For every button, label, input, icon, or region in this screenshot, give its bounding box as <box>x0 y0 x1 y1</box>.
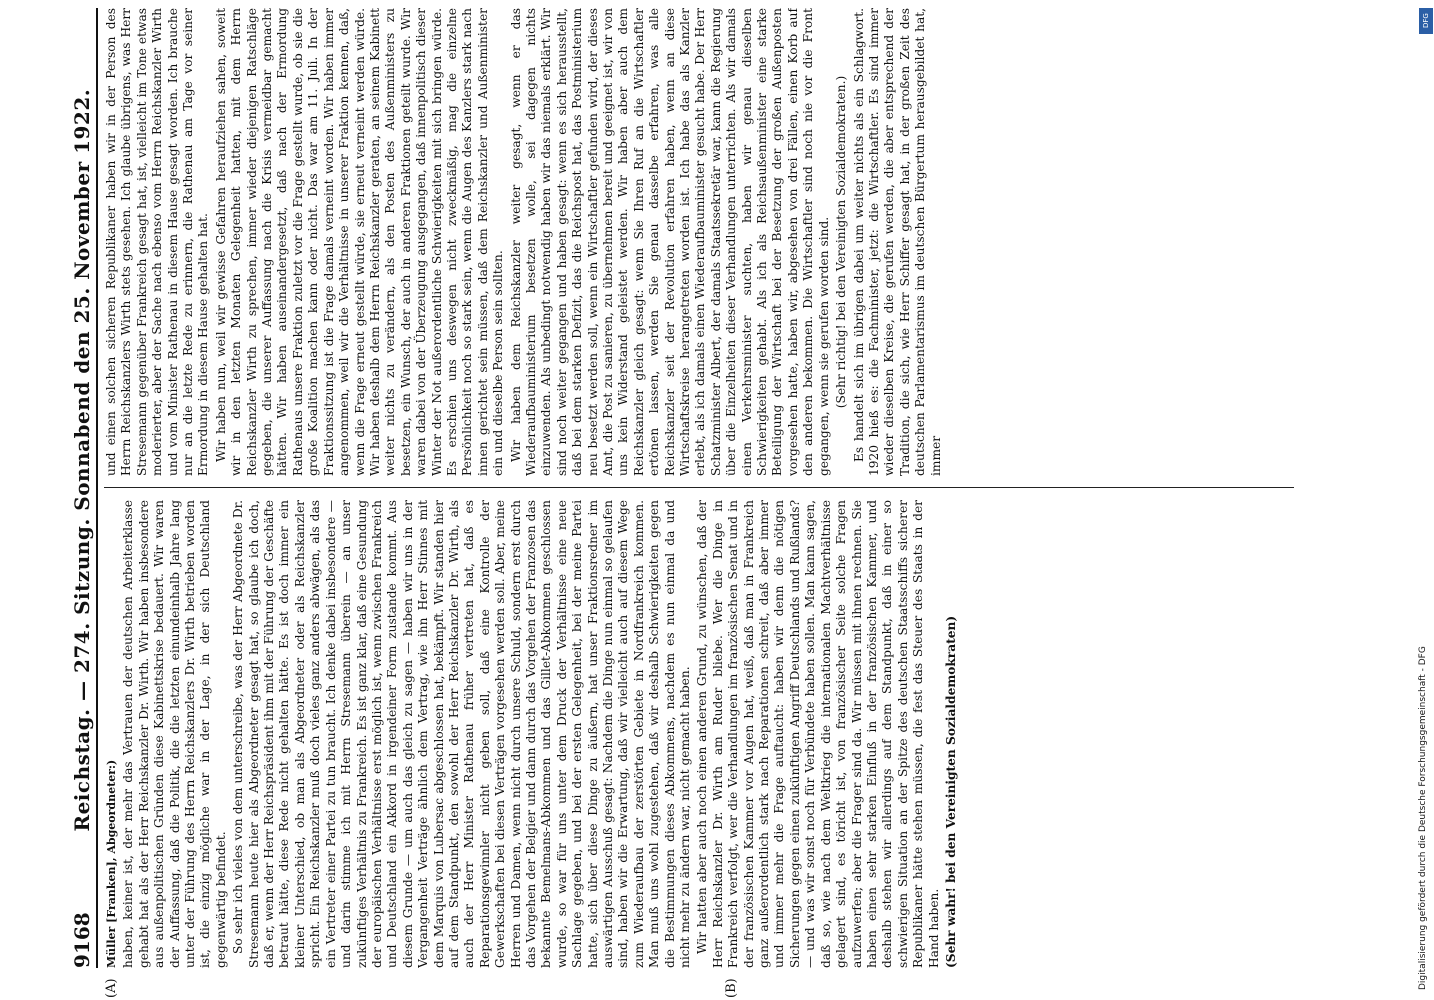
paragraph: Wir haben nun, weil wir gewisse Gefahren heraufziehen sahen, soweit wir in den letzten Monaten Gelegenheit hatten, mit dem Herrn Reichskanzler Wirth zu sprechen, immer wieder diejenigen Ratschläge gegeben, die unserer Auffassung nach die Krisis vermeidbar gemacht hätten. Wir haben auseinandergesetzt, daß nach der Ermordung Rathenaus unsere Fraktion zuletzt vor die Frage gestellt wurde, ob sie die große Koalition machen kann oder nicht. Das war am 11. Juli. In der Fraktionssitzung ist die Frage damals verneint worden. Wir haben immer angenommen, weil wir die Verhältnisse in unserer Fraktion kennen, daß, wenn die Frage erneut gestellt würde, sie erneut verneint werden würde. Wir haben deshalb dem Herrn Reichskanzler geraten, an seinem Kabinett weiter nichts zu verändern, als den Posten des Außenministers zu besetzen, ein Wunsch, der auch in anderen Fraktionen geteilt wurde. Wir waren dabei von der Überzeugung ausgegangen, daß innenpolitisch dieser Winter der Not außerordentliche Schwierigkeiten mit sich bringen würde. Es erschien uns deswegen nicht zweckmäßig, mag die einzelne Persönlichkeit noch so stark sein, wenn die Augen des Kanzlers stark nach innen gerichtet sein müssen, daß dem Reichskanzler und Außenminister ein und dieselbe Person sein sollten. <box>213 8 506 476</box>
paragraph: Wir haben dem Reichskanzler weiter gesagt, wenn er das Wiederaufbauministerium besetzen wolle, sei dagegen nichts einzuwenden. Als unbedingt notwendig haben wir das niemals erklärt. Wir sind noch weiter gegangen und haben gesagt: wenn es sich herausstellt, daß bei dem starken Defizit, das die Reichspost hat, das Postministerium neu besetzt werden soll, wenn ein Wirtschaftler gefunden wird, der dieses Amt, die Post zu sanieren, zu übernehmen bereit und geeignet ist, wir von uns kein Widerstand geleistet werden. Wir haben aber auch dem Reichskanzler gleich gesagt: wenn Sie Ihren Ruf an die Wirtschaftler ertönen lassen, werden Sie genau dasselbe erfahren, was alle Reichskanzler seit der Revolution erfahren haben, wenn an diese Wirtschaftskreise herangetreten worden ist. Ich habe das als Kanzler erlebt, als ich damals einen Wiederaufbauminister gesucht habe. Der Herr Schatzminister Albert, der damals Staatssekretär war, kann die Regierung über die Einzelheiten dieser Verhandlungen unterrichten. Als wir damals einen Verkehrsminister suchten, haben wir genau dieselben Schwierigkeiten gehabt. Als ich als Reichsaußenminister eine starke Beteiligung der Wirtschaft bei der Besetzung der großen Außenposten vorgesehen hatte, haben wir, abgesehen von drei Fällen, einen Korb auf den anderen bekommen. Die Wirtschaftler sind noch nie vor die Front gegangen, wenn sie gerufen worden sind. <box>508 8 831 476</box>
paragraph: haben, keiner ist, der mehr das Vertrauen der deutschen Arbeiterklasse gehabt hat als der Herr Reichskanzler Dr. Wirth. Wir haben insbesondere aus außenpolitischen Gründen diese Kabinettskrise bedauert. Wir waren der Auffassung, daß die Politik, die die letzten einundeinhalb Jahre lang unter der Führung des Herrn Reichskanzlers Dr. Wirth betrieben worden ist, die einzig mögliche war in der Lage, in der sich Deutschland gegenwärtig befindet. <box>121 500 228 968</box>
rotated-page <box>64 8 1354 998</box>
interjection: (Sehr richtig! bei den Vereinigten Sozialdemokraten.) <box>834 75 849 409</box>
page-number: 9168 <box>70 912 94 968</box>
right-column <box>104 8 1294 476</box>
margin-marker-a: (A) <box>104 978 119 998</box>
page-header <box>64 8 98 968</box>
interjection: (Sehr wahr! bei den Vereinigten Sozialdemokraten) <box>943 615 958 968</box>
paragraph: So sehr ich vieles von dem unterschreibe, was der Herr Abgeordnete Dr. Stresemann heute hier als Abgeordneter gesagt hat, so glaube ich doch, daß er, wenn der Herr Reichspräsident ihm mit der Führung der Geschäfte betraut hätte, diese Rede nicht gehalten hätte. Es ist doch immer ein kleiner Unterschied, ob man als Abgeordneter oder als Reichskanzler spricht. Ein Reichskanzler muß doch vieles ganz anders abwägen, als das ein Vertreter einer Partei zu tun braucht. Ich denke dabei insbesondere — und darin stimme ich mit Herrn Stresemann überein — an unser zukünftiges Verhältnis zu Frankreich. Es ist ganz klar, daß eine Gesundung der europäischen Verhältnisse erst möglich ist, wenn zwischen Frankreich und Deutschland ein Akkord in irgendeiner Form zustande kommt. Aus diesem Grunde — um auch das gleich zu sagen — haben wir uns in der Vergangenheit Verträge ähnlich dem Vertrag, wie ihn Herr Stinnes mit dem Marquis von Lubersac abgeschlossen hat, bekämpft. Wir standen hier auf dem Standpunkt, den sowohl der Herr Reichskanzler Dr. Wirth, als auch der Herr Minister Rathenau früher vertreten hat, daß es Reparationsgewinnler nicht geben soll, daß eine Kontrolle der Gewerkschaften bei diesen Verträgen vorgesehen werden soll. Aber, meine Herren und Damen, wenn nicht durch unsere Schuld, sondern erst durch das Vorgehen der Belgier und dann durch das Vorgehen der Franzosen das bekannte Bemelmans-Abkommen und das Gillet-Abkommen geschlossen wurde, so war für uns unter dem Druck der Verhältnisse eine neue Sachlage gegeben, und bei der ersten Gelegenheit, bei der meine Partei hatte, sich über diese Dinge zu äußern, hat unser Fraktionsredner im auswärtigen Ausschuß gesagt: Nachdem die Dinge nun einmal so gelaufen sind, haben wir die Erwartung, daß wir vielleicht auch auf diesem Wege zum Wiederaufbau der zerstörten Gebiete in Nordfrankreich kommen. Man muß uns wohl zugestehen, daß wir deshalb Schwierigkeiten gegen die Bestimmungen dieses Abkommens, nachdem es nun einmal da und nicht mehr zu ändern war, nicht gemacht haben. <box>231 500 693 968</box>
dfg-logo-badge: DFG <box>1419 8 1433 34</box>
paragraph: Wir hatten aber auch noch einen anderen Grund, zu wünschen, daß der Herr Reichskanzler Dr. Wirth am Ruder bliebe. Wer die Dinge in Frankreich verfolgt, wer die Verhandlungen im französischen Senat und in der französischen Kammer vor Augen hat, weiß, daß man in Frankreich ganz außerordentlich stark nach Reparationen schreit, daß aber immer und immer mehr die Frage auftaucht: haben wir denn die nötigen Sicherungen gegen einen zukünftigen Angriff Deutschlands und Rußlands? — und was wir sonst noch für Verbündete haben sollen. Man kann sagen, daß so, wie nach dem Weltkrieg die internationalen Machtverhältnisse gelagert sind, es töricht ist, von französischer Seite solche Fragen aufzuwerfen; aber die Frager sind da. Wir müssen mit ihnen rechnen. Sie haben einen sehr starken Einfluß in der französischen Kammer, und deshalb stehen wir allerdings auf dem Standpunkt, daß in einer so schwierigen Situation an der Spitze des deutschen Staatsschiffs sicherer Republikaner hätte stehen müssen, die fest das Steuer des Staats in der Hand haben. <box>695 500 941 968</box>
page-title: Reichstag. — 274. Sitzung. Sonnabend den 25. November 1922. <box>70 88 94 832</box>
paragraph: Es handelt sich im übrigen dabei um weiter nichts als ein Schlagwort. 1920 hieß es: die Fachminister, jetzt: die Wirtschaftler. Es sind immer wieder dieselben Kreise, die gerufen werden, die aber entsprechend der Tradition, die sich, wie Herr Schiffer gesagt hat, in der großen Zeit des deutschen Parlamentarismus im deutschen Bürgertum herausgebildet hat, immer <box>851 8 943 476</box>
text-columns <box>104 8 1294 968</box>
digitization-note: Digitalisierung gefördert durch die Deutsche Forschungsgemeinschaft - DFG <box>1418 646 1428 990</box>
speaker-intro: Müller [Franken], Abgeordneter:) <box>105 759 118 968</box>
margin-marker-b: (B) <box>724 978 739 998</box>
left-column <box>104 500 1294 968</box>
paragraph: und einen solchen sicheren Republikaner haben wir in der Person des Herrn Reichskanzlers Wirth stets gesehen. Ich glaube übrigens, was Herr Stresemann gegenüber Frankreich gesagt hat, ist, vielleicht im Tone etwas moderierter, aber der Sache nach ebenso vom Herrn Reichskanzler Wirth und vom Minister Rathenau in diesem Hause gesagt worden. Ich brauche nur an die letzte Rede zu erinnern, die Rathenau am Tage vor seiner Ermordung in diesem Hause gehalten hat. <box>104 8 211 476</box>
